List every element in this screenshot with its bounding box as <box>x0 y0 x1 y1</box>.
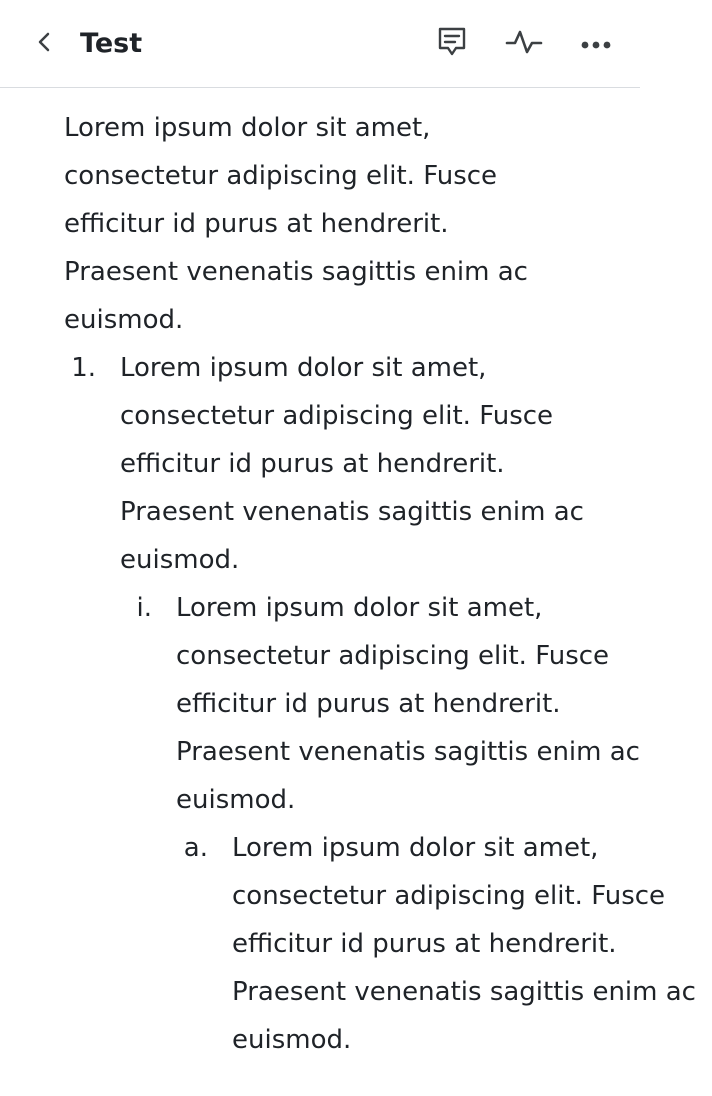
back-chevron-icon <box>36 30 52 58</box>
text-line: consectetur adipiscing elit. Fusce <box>232 881 666 911</box>
activity-button[interactable] <box>504 24 544 64</box>
text-line: euismod. <box>120 545 240 575</box>
back-button[interactable] <box>28 26 60 62</box>
text-line: Praesent venenatis sagittis enim ac <box>176 737 640 767</box>
text-line: euismod. <box>64 305 184 335</box>
text-line: Lorem ipsum dolor sit amet, <box>232 833 599 863</box>
text-line: efficitur id purus at hendrerit. <box>232 929 617 959</box>
more-options-button[interactable] <box>576 24 616 64</box>
list-item-level-3 <box>232 824 712 1064</box>
list-marker-level-3: a. <box>183 833 208 863</box>
text-line: consectetur adipiscing elit. Fusce <box>64 161 498 191</box>
top-app-bar <box>0 0 640 88</box>
list-marker-level-2: i. <box>136 593 152 623</box>
activity-icon <box>505 27 543 61</box>
text-line: Lorem ipsum dolor sit amet, <box>176 593 543 623</box>
document-body <box>0 104 696 1084</box>
paragraph <box>64 104 544 344</box>
text-line: Praesent venenatis sagittis enim ac <box>120 497 584 527</box>
text-line: Praesent venenatis sagittis enim ac <box>64 257 528 287</box>
comments-icon <box>437 26 467 62</box>
text-line: euismod. <box>232 1025 352 1055</box>
more-icon <box>580 35 612 54</box>
text-line: consectetur adipiscing elit. Fusce <box>176 641 610 671</box>
text-line: efficitur id purus at hendrerit. <box>64 209 449 239</box>
text-line: efficitur id purus at hendrerit. <box>120 449 505 479</box>
page-title: Test <box>80 28 143 59</box>
text-line: Lorem ipsum dolor sit amet, <box>64 113 431 143</box>
list-marker-level-1: 1. <box>71 353 96 383</box>
text-line: efficitur id purus at hendrerit. <box>176 689 561 719</box>
text-line: Praesent venenatis sagittis enim ac <box>232 977 696 1007</box>
list-item-level-1 <box>120 344 600 584</box>
text-line: Lorem ipsum dolor sit amet, <box>120 353 487 383</box>
comments-button[interactable] <box>432 24 472 64</box>
list-item-level-2 <box>176 584 656 824</box>
text-line: consectetur adipiscing elit. Fusce <box>120 401 554 431</box>
text-line: euismod. <box>176 785 296 815</box>
